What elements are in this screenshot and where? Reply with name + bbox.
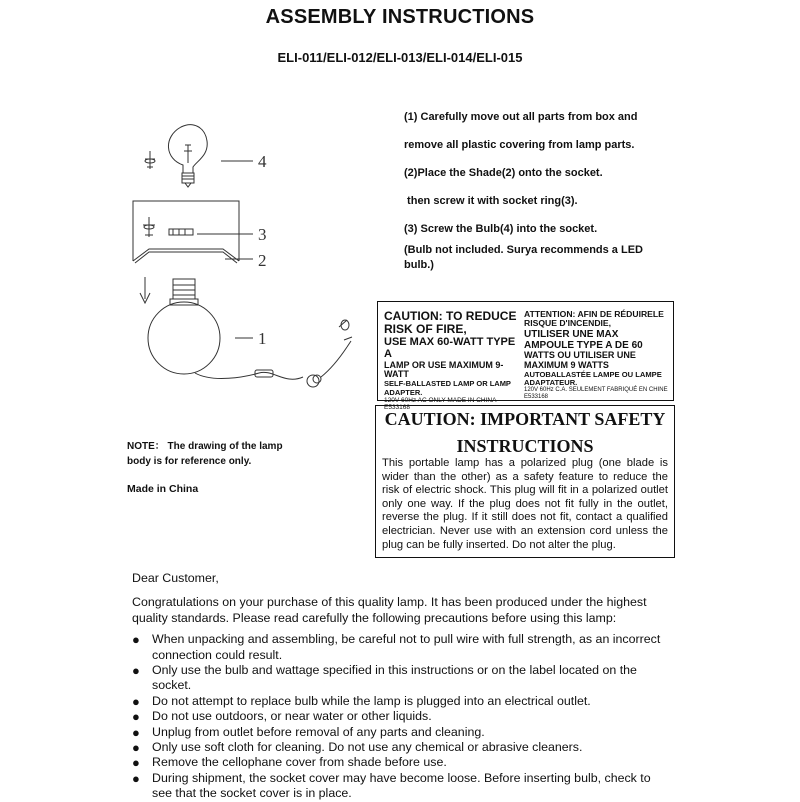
label-en-line-4: SELF-BALLASTED LAMP OR LAMP ADAPTER. [384,379,511,397]
drawing-note-line-1: NOTE： The drawing of the lamp [127,441,283,452]
label-fr-line-5: 120V 60Hz C.A. SEULEMENT FABRIQUÉ EN CHINE E533168 [524,387,668,400]
part-label-4: 4 [258,152,267,171]
precaution-item: ● During shipment, the socket cover may have become loose. Before inserting bulb, check to see that the socket cover is in place. [132,770,651,801]
step-line-3: (2)Place the Shade(2) onto the socket. [404,167,603,179]
bulb-illustration [145,125,207,187]
part-label-2: 2 [258,251,267,270]
label-fr-line-4: AUTOBALLASTÉE LAMPE OU LAMPE ADAPTATEUR. [524,369,662,388]
precaution-item: ● Only use the bulb and wattage specified in this instructions or on the label located on the socket. [132,663,637,693]
letter-greeting: Dear Customer, [132,571,219,585]
part-label-3: 3 [258,225,267,244]
bullet-icon: ● [132,663,140,679]
step-line-2: remove all plastic covering from lamp parts. [404,139,635,151]
bullet-icon: ● [132,755,140,771]
label-fr-line-2: UTILISER UNE MAX AMPOULE TYPE A DE 60 [524,328,643,351]
label-en-line-5: 120V 60Hz AC ONLY MADE IN CHINA E533168 [384,396,497,411]
step-line-5: (3) Screw the Bulb(4) into the socket. [404,223,598,235]
lamp-assembly-diagram [125,115,370,405]
bullet-icon: ● [132,632,140,648]
bullet-icon: ● [132,693,140,709]
bullet-icon: ● [132,770,140,786]
bullet-icon: ● [132,709,140,725]
caution-title-line-2: INSTRUCTIONS [456,436,594,456]
precaution-item: ● Do not use outdoors, or near water or other liquids. [132,709,432,725]
caution-title-line-1: CAUTION: IMPORTANT SAFETY [384,409,666,429]
label-en-line-2: USE MAX 60-WATT TYPE A [384,336,516,361]
precaution-list [132,632,672,801]
made-in-china: Made in China [127,483,199,495]
page-title: ASSEMBLY INSTRUCTIONS [265,6,535,28]
drawing-note-line-2: body is for reference only. [127,456,252,467]
precaution-item: ● When unpacking and assembling, be careful not to pull wire with full strength, as an incorrect connection could result. [132,632,661,662]
wattage-warning-label [377,301,674,411]
bullet-icon: ● [132,740,140,756]
lamp-body-illustration [148,279,352,387]
down-arrow-icon [140,277,150,303]
step-line-4: then screw it with socket ring(3). [404,195,578,207]
bullet-icon: ● [132,724,140,740]
customer-letter [132,571,672,802]
step-line-6: (Bulb not included. Surya recommends a LED [404,244,643,256]
step-line-1: (1) Carefully move out all parts from box and [404,111,638,123]
label-fr-line-3: WATTS OU UTILISER UNE MAXIMUM 9 WATTS [524,349,636,370]
precaution-item: ● Only use soft cloth for cleaning. Do not use any chemical or abrasive cleaners. [132,740,583,756]
label-fr-line-1: ATTENTION: AFIN DE RÉDUIRELE RISQUE D'INCENDIE, [524,309,664,329]
step-line-7: bulb.) [404,259,434,271]
letter-intro: Congratulations on your purchase of this quality lamp. It has been produced under the highest quality standards. Please read carefully the following precautions before using this lamp: [132,595,647,625]
caution-box [375,405,675,558]
precaution-item: ● Do not attempt to replace bulb while the lamp is plugged into an electrical outlet. [132,693,591,709]
model-numbers: ELI-011/ELI-012/ELI-013/ELI-014/ELI-015 [277,50,523,65]
label-en-line-1: CAUTION: TO REDUCE RISK OF FIRE, [384,309,517,337]
shade-illustration [133,201,239,263]
part-label-1: 1 [258,329,267,348]
caution-body: This portable lamp has a polarized plug (one blade is wider than the other) as a safety feature to reduce the risk of electric shock. This plug will fit in a polarized outlet only one way. If the plug does not fit fully in the outlet, reverse the plug. If it still does not fit, contact a qualified electrician. Never use with an extension cord unless the plug can be fully inserted. Do not alter the plug. [382,457,668,551]
precaution-item: ● Remove the cellophane cover from shade before use. [132,755,447,771]
precaution-item: ● Unplug from outlet before removal of any parts and cleaning. [132,724,485,740]
label-en-line-3: LAMP OR USE MAXIMUM 9-WATT [384,359,504,380]
